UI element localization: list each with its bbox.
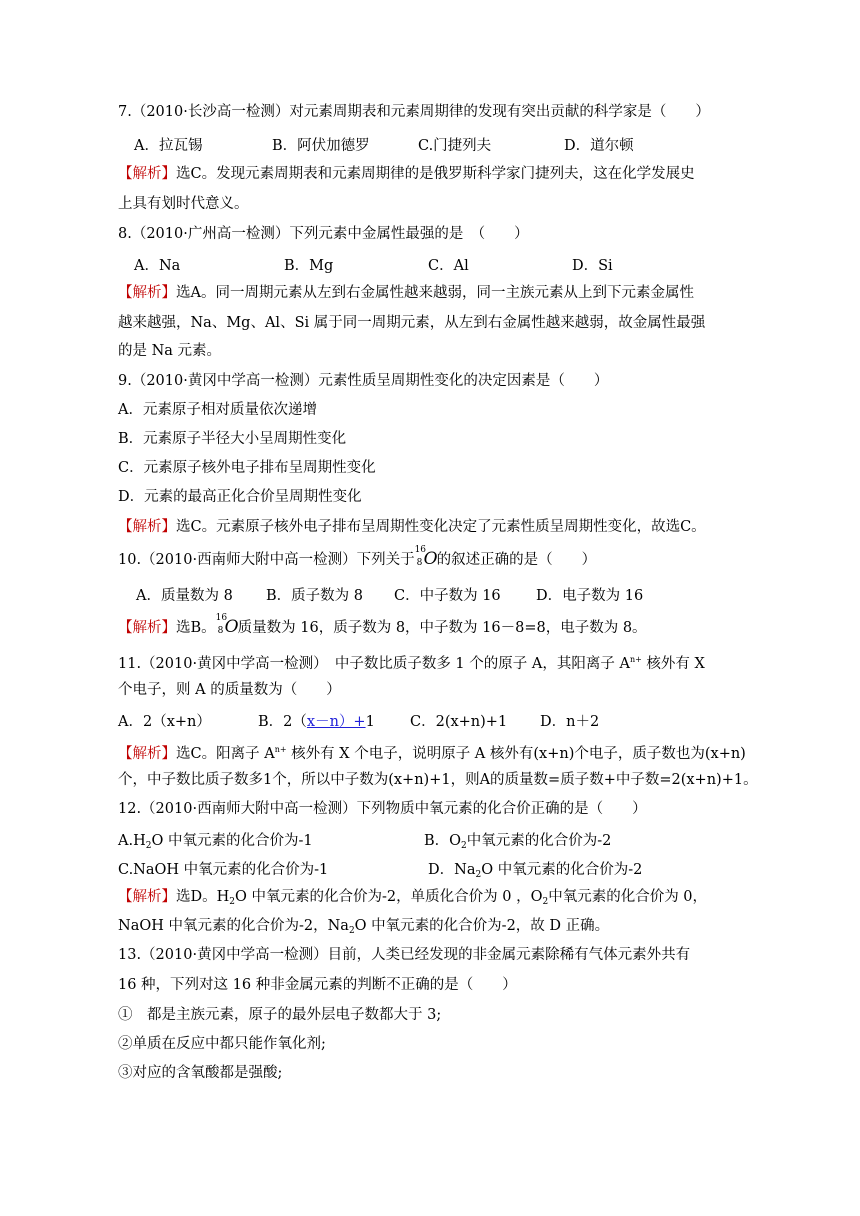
q11-option-a: A．2（x+n） (118, 714, 211, 730)
q8-stem: 8.（2010·广州高一检测）下列元素中金属性最强的是 （ ） (118, 226, 529, 242)
analysis-tag: 【解析】 (118, 166, 176, 182)
q8-option-d: D．Si (572, 258, 613, 274)
q10-option-b: B．质子数为 8 (266, 588, 363, 604)
q7-analysis: 【解析】选C。发现元素周期表和元素周期律的是俄罗斯科学家门捷列夫，这在化学发展史 (118, 166, 695, 182)
q7-stem: 7.（2010·长沙高一检测）对元素周期表和元素周期律的发现有突出贡献的科学家是（ ） (118, 104, 710, 120)
analysis-tag: 【解析】 (118, 746, 176, 762)
q8-option-c: C．Al (428, 258, 469, 274)
q11-option-d: D．n＋2 (540, 714, 600, 730)
q12-stem: 12.（2010·西南师大附中高一检测）下列物质中氧元素的化合价正确的是（ ） (118, 801, 647, 817)
analysis-tag: 【解析】 (118, 519, 176, 535)
option-b-link[interactable]: x－n）+ (306, 714, 366, 730)
q13-item-2: ②单质在反应中都只能作氧化剂; (118, 1036, 326, 1052)
q8-option-b: B．Mg (284, 258, 334, 274)
q7-option-a: A．拉瓦锡 (134, 138, 203, 154)
q12-option-b: B．$O_2$中氧元素的化合价为-2 (424, 833, 612, 851)
q7-option-d: D．道尔顿 (564, 138, 634, 154)
q11-option-b: B．2（x－n）+1 (258, 714, 375, 730)
q7-option-c: C.门捷列夫 (418, 138, 492, 154)
q13-item-3: ③对应的含氧酸都是强酸; (118, 1065, 283, 1081)
analysis-tag: 【解析】 (118, 285, 176, 301)
q11-analysis: 【解析】选C。阳离子 $A^{n+}$ 核外有 X 个电子，说明原子 A 核外有(x+n)个电子，质子数也为(x+n) (118, 745, 746, 762)
q7-option-b: B．阿伏加德罗 (272, 138, 370, 154)
q8-analysis: 【解析】选A。同一周期元素从左到右金属性越来越弱，同一主族元素从上到下元素金属性 (118, 285, 694, 301)
q11-stem: 11.（2010·黄冈中学高一检测） 中子数比质子数多 1 个的原子 A，其阳离子 $A^{n+}$ 核外有 X (118, 655, 705, 672)
analysis-tag: 【解析】 (118, 889, 176, 905)
q11-option-c: C．2(x+n)+1 (410, 714, 508, 730)
q7-analysis-cont: 上具有划时代意义。 (118, 196, 249, 212)
q11-analysis-cont: 个，中子数比质子数多1个，所以中子数为(x+n)+1，则A的质量数=质子数+中子数=2(x+n)+1。 (118, 772, 758, 788)
oxygen-16-nuclide: 16 8 O (414, 545, 438, 569)
q9-option-d: D．元素的最高正化合价呈周期性变化 (118, 489, 362, 505)
q13-item-1: ① 都是主族元素，原子的最外层电子数都大于 3; (118, 1007, 442, 1023)
q10-stem: 10.（2010·西南师大附中高一检测）下列关于 16 8 O 的叙述正确的是（ ） (118, 545, 597, 569)
q9-analysis: 【解析】选C。元素原子核外电子排布呈周期性变化决定了元素性质呈周期性变化，故选C。 (118, 519, 706, 535)
q9-option-c: C．元素原子核外电子排布呈周期性变化 (118, 460, 376, 476)
q12-analysis: 【解析】选D。$H_2O$ 中氧元素的化合价为-2，单质化合价为 0 ，$O_2$中氧元素的化合价为 0， (118, 889, 708, 907)
q13-stem-cont: 16 种，下列对这 16 种非金属元素的判断不正确的是（ ） (118, 977, 517, 993)
q11-stem-cont: 个电子，则 A 的质量数为（ ） (118, 682, 341, 698)
q13-stem: 13.（2010·黄冈中学高一检测）目前，人类已经发现的非金属元素除稀有气体元素外共有 (118, 947, 691, 963)
q12-option-c: C.NaOH 中氧元素的化合价为-1 (118, 862, 329, 878)
q12-analysis-cont: NaOH 中氧元素的化合价为-2，$Na_2O$ 中氧元素的化合价为-2，故 D 正确。 (118, 918, 610, 936)
q8-analysis-cont2: 的是 Na 元素。 (118, 343, 222, 359)
q9-stem: 9.（2010·黄冈中学高一检测）元素性质呈周期性变化的决定因素是（ ） (118, 373, 609, 389)
analysis-tag: 【解析】 (118, 620, 176, 636)
oxygen-16-nuclide: 16 8 O (215, 613, 239, 637)
q9-option-a: A．元素原子相对质量依次递增 (118, 402, 317, 418)
q12-option-d: D．$Na_2O$ 中氧元素的化合价为-2 (428, 862, 643, 880)
q10-option-c: C．中子数为 16 (394, 588, 501, 604)
q10-analysis: 【解析】选B。 16 8 O 质量数为 16，质子数为 8，中子数为 16－8=8，电子数为 8。 (118, 613, 647, 637)
q9-option-b: B．元素原子半径大小呈周期性变化 (118, 431, 347, 447)
q10-option-a: A．质量数为 8 (136, 588, 233, 604)
q8-analysis-cont1: 越来越强，Na、Mg、Al、Si 属于同一周期元素，从左到右金属性越来越弱，故金属性最强 (118, 315, 706, 331)
q8-option-a: A．Na (134, 258, 181, 274)
q10-option-d: D．电子数为 16 (536, 588, 644, 604)
q12-option-a: $A.H_2O$ 中氧元素的化合价为-1 (118, 833, 313, 851)
